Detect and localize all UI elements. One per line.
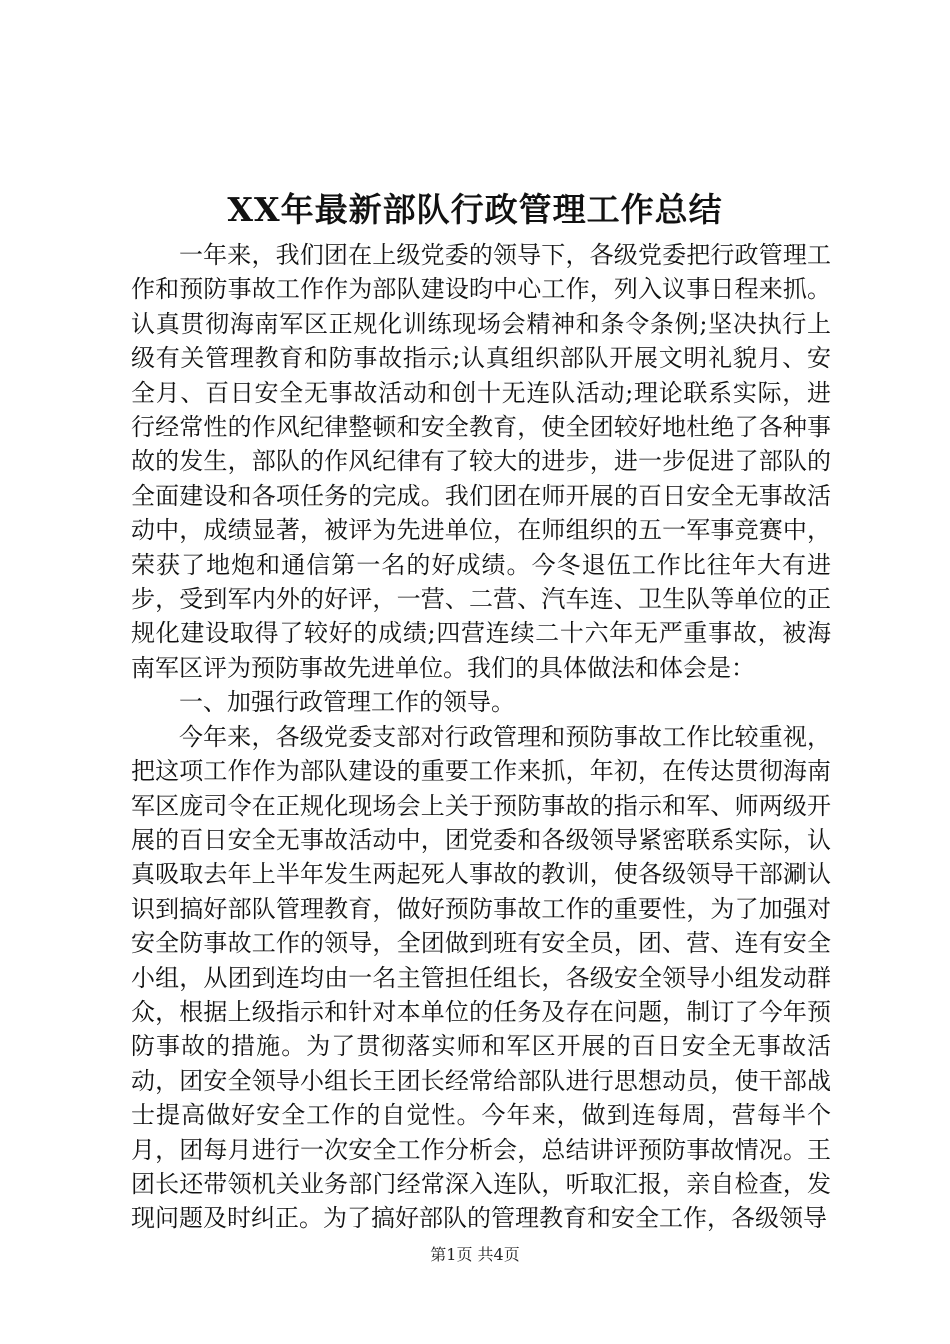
document-title: XX年最新部队行政管理工作总结 — [227, 190, 723, 229]
paragraph-section-1: 今年来，各级党委支部对行政管理和预防事故工作比较重视，把这项工作作为部队建设的重要工作来抓，年初，在传达贯彻海南军区庞司令在正规化现场会上关于预防事故的指示和军、师两级开展的百日安全无事故活动中，团党委和各级领导紧密联系实际，认真吸取去年上半年发生两起死人事故的教训，使各级领导干部涮认识到搞好部队管理教育，做好预防事故工作的重要性，为了加强对安全防事故工作的领导，全团做到班有安全员，团、营、连有安全小组，从团到连均由一名主管担任组长，各级安全领导小组发动群众，根据上级指示和针对本单位的任务及存在问题，制订了今年预防事故的措施。为了贯彻落实师和军区开展的百日安全无事故活动，团安全领导小组长王团长经常给部队进行思想动员，使干部战士提高做好安全工作的自觉性。今年来，做到连每周，营每半个月，团每月进行一次安全工作分析会，总结讲评预防事故情况。王团长还带领机关业务部门经常深入连队，听取汇报，亲自检查，发现问题及时纠正。为了搞好部队的管理教育和安全工作，各级领导 — [131, 722, 831, 1233]
section-heading-1: 一、加强行政管理工作的领导。 — [179, 688, 515, 717]
document-body — [131, 238, 831, 1236]
page-footer: 第1页 共4页 — [430, 1245, 520, 1264]
paragraph-intro: 一年来，我们团在上级党委的领导下，各级党委把行政管理工作和预防事故工作作为部队建设昀中心工作，列入议事日程来抓。认真贯彻海南军区正规化训练现场会精神和条令条例;坚决执行上级有关管理教育和防事故指示;认真组织部队开展文明礼貌月、安全月、百日安全无事故活动和创十无连队活动;理论联系实际，进行经常性的作风纪律整顿和安全教育，使全团较好地杜绝了各种事故的发生，部队的作风纪律有了较大的进步，进一步促进了部队的全面建设和各项任务的完成。我们团在师开展的百日安全无事故活动中，成绩显著，被评为先进单位，在师组织的五一军事竞赛中，荣获了地炮和通信第一名的好成绩。今冬退伍工作比往年大有进步，受到军内外的好评，一营、二营、汽车连、卫生队等单位的正规化建设取得了较好的成绩;四营连续二十六年无严重事故，被海南军区评为预防事故先进单位。我们的具体做法和体会是： — [131, 241, 831, 682]
